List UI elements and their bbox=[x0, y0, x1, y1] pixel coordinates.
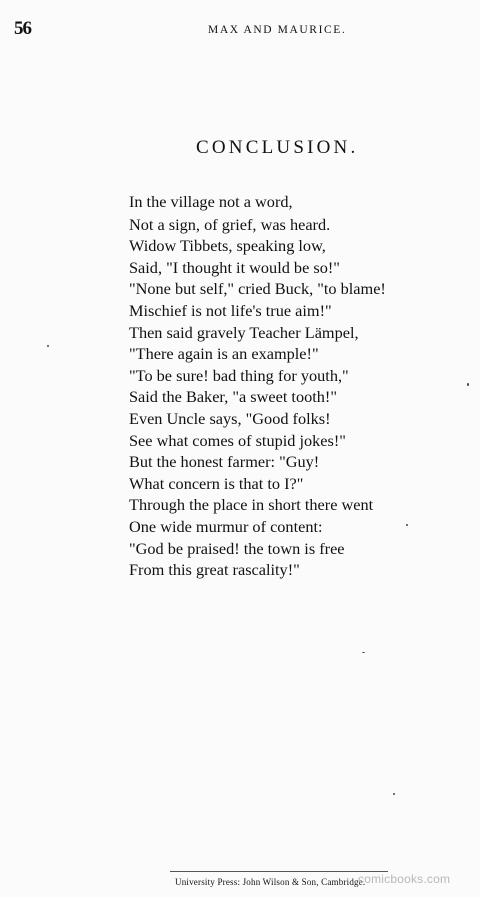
poem-line: Not a sign, of grief, was heard. bbox=[129, 214, 331, 234]
poem-line: Mischief is not life's true aim!" bbox=[129, 300, 332, 320]
poem-line: Even Uncle says, "Good folks! bbox=[129, 408, 331, 428]
poem-line: From this great rascality!" bbox=[129, 560, 300, 580]
poem-line: Widow Tibbets, speaking low, bbox=[129, 236, 326, 256]
footer-rule bbox=[170, 871, 388, 872]
paper-speck bbox=[47, 345, 49, 347]
paper-speck bbox=[406, 524, 408, 526]
poem-line: "To be sure! bad thing for youth," bbox=[129, 365, 349, 385]
poem-line: "God be praised! the town is free bbox=[129, 538, 345, 558]
poem-line: One wide murmur of content: bbox=[129, 516, 323, 536]
poem-line: Said the Baker, "a sweet tooth!" bbox=[129, 387, 337, 407]
chapter-title: CONCLUSION. bbox=[196, 137, 359, 158]
poem-text bbox=[129, 191, 386, 581]
poem-line: What concern is that to I?" bbox=[129, 473, 304, 493]
poem-line: See what comes of stupid jokes!" bbox=[129, 430, 346, 450]
poem-line: Through the place in short there went bbox=[129, 495, 374, 515]
poem-line: But the honest farmer: "Guy! bbox=[129, 452, 320, 472]
running-head: MAX AND MAURICE. bbox=[208, 24, 347, 36]
paper-speck bbox=[393, 793, 395, 795]
poem-line: "There again is an example!" bbox=[129, 344, 319, 364]
paper-speck bbox=[467, 383, 469, 386]
page-number: 56 bbox=[14, 18, 31, 39]
watermark: comicbooks.com bbox=[358, 872, 451, 886]
poem-line: In the village not a word, bbox=[129, 192, 293, 211]
paper-speck bbox=[362, 652, 365, 653]
printer-imprint: University Press: John Wilson & Son, Cambridge. bbox=[175, 877, 366, 887]
poem-line: Then said gravely Teacher Lämpel, bbox=[129, 322, 359, 342]
poem-line: "None but self," cried Buck, "to blame! bbox=[129, 279, 386, 299]
poem-line: Said, "I thought it would be so!" bbox=[129, 257, 340, 277]
